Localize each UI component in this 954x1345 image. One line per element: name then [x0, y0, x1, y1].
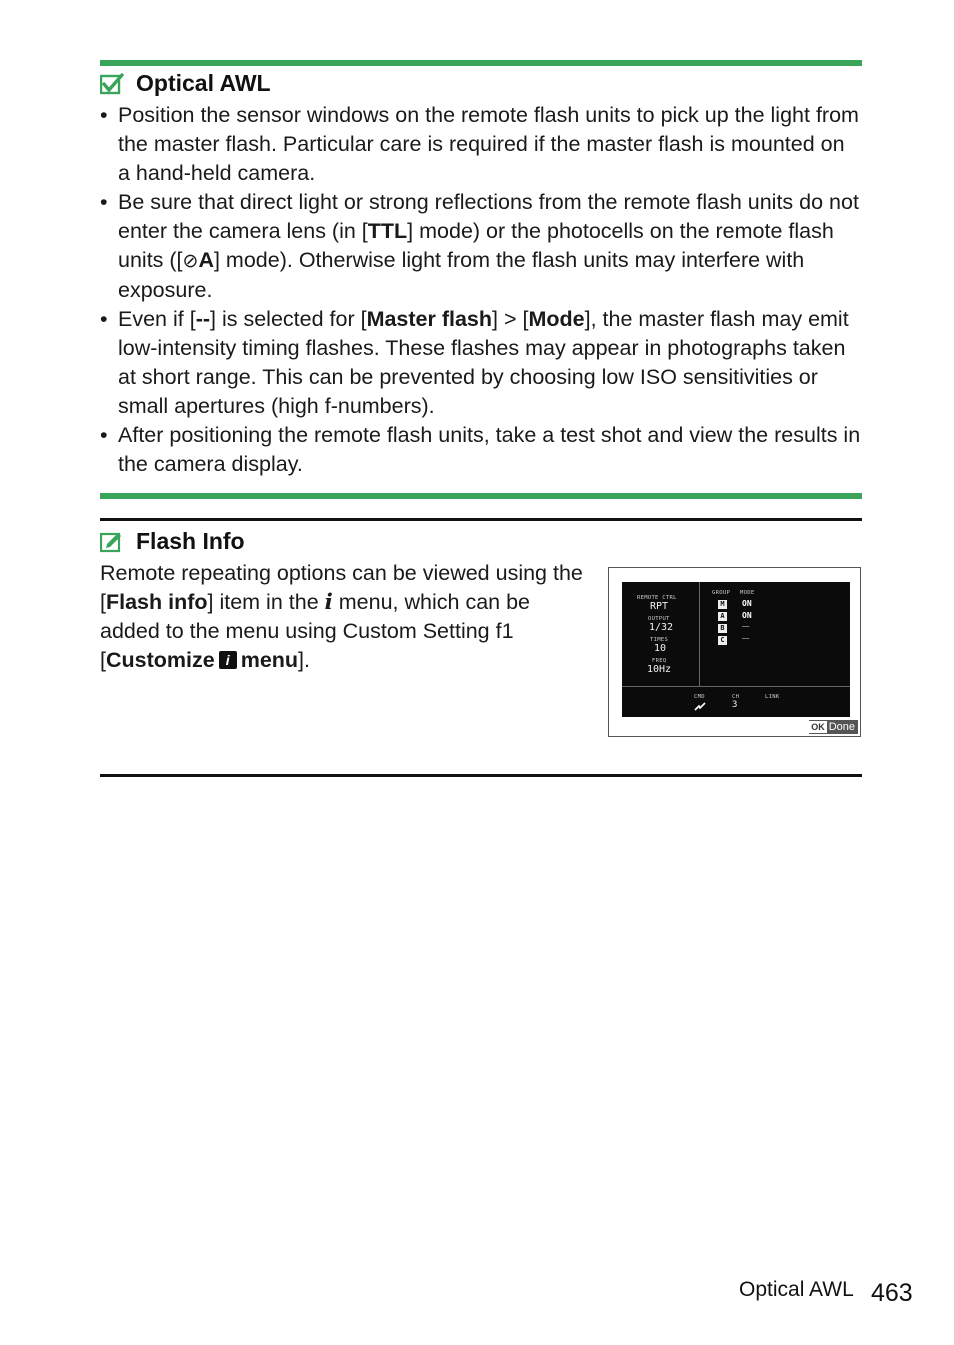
- flash-info-display-screenshot: [608, 567, 861, 737]
- remote-ctrl-value: RPT: [650, 601, 669, 612]
- page-number: 463: [871, 1279, 913, 1307]
- list-item: • Be sure that direct light or strong reflections from the remote flash units do not enter the camera lens (in [TTL] mode) or the photocells on the remote flash units ([⊘A] mode). Otherwise light from the flash units may interfere with exposure.: [100, 188, 862, 305]
- group-b: B: [718, 624, 727, 633]
- group-label: GROUP: [712, 590, 731, 596]
- section-title: Optical AWL: [136, 70, 271, 96]
- running-footer-title: Optical AWL: [739, 1278, 854, 1301]
- done-button: [809, 720, 858, 734]
- divider: [699, 582, 700, 686]
- bullet-list: [100, 101, 862, 479]
- section-top-rule: [100, 518, 862, 521]
- section-title: Flash Info: [136, 528, 245, 554]
- section-bottom-rule: [100, 774, 862, 777]
- link-label: LINK: [765, 694, 780, 700]
- mode-c: ——: [742, 635, 750, 642]
- section-heading-flash-info: [100, 528, 245, 555]
- list-item: • Position the sensor windows on the remote flash units to pick up the light from the master flash. Particular care is required if the master flash is mounted on a hand-held camera.: [100, 101, 862, 188]
- group-m: M: [718, 600, 727, 609]
- list-item: • After positioning the remote flash units, take a test shot and view the results in the camera display.: [100, 421, 862, 479]
- mode-b: ——: [742, 623, 750, 630]
- output-label: OUTPUT: [648, 616, 670, 622]
- group-c: C: [718, 636, 727, 645]
- list-item: • Even if [--] is selected for [Master flash] > [Mode], the master flash may emit low-intensity timing flashes. These flashes may appear in photographs taken at short range. This can be prevented by choosing low ISO sensitivities or small apertures (high f-numbers).: [100, 305, 862, 421]
- group-a: A: [718, 612, 727, 621]
- pencil-note-icon: [100, 531, 124, 553]
- ok-button-icon: OK: [811, 722, 825, 732]
- mode-m: ON: [742, 599, 752, 608]
- done-label: Done: [828, 721, 855, 733]
- output-value: 1/32: [649, 622, 674, 633]
- times-value: 10: [654, 643, 667, 654]
- mode-label: MODE: [740, 590, 755, 596]
- times-label: TIMES: [650, 637, 669, 643]
- section-bottom-rule: [100, 493, 862, 499]
- flash-bolt-icon: [694, 702, 706, 711]
- flash-info-paragraph: Remote repeating options can be viewed using the [Flash info] item in the i menu, which can be added to the menu using Custom Setting f1 [Customize i menu].: [100, 561, 583, 673]
- section-heading-optical-awl: [100, 70, 271, 97]
- ch-label: CH: [732, 694, 740, 700]
- freq-value: 10Hz: [647, 664, 672, 675]
- freq-label: FREQ: [652, 658, 667, 664]
- ch-value: 3: [732, 700, 738, 710]
- remote-ctrl-label: REMOTE CTRL: [637, 595, 677, 601]
- mode-a: ON: [742, 611, 752, 620]
- checkbox-check-icon: [100, 73, 124, 95]
- i-badge-icon: i: [219, 651, 237, 669]
- i-menu-icon: i: [324, 589, 333, 615]
- camera-lcd: [622, 582, 850, 717]
- non-ttl-flash-icon: ⊘: [182, 250, 199, 272]
- divider: [622, 686, 850, 687]
- cmd-label: CMD: [694, 694, 705, 700]
- section-top-rule: [100, 60, 862, 66]
